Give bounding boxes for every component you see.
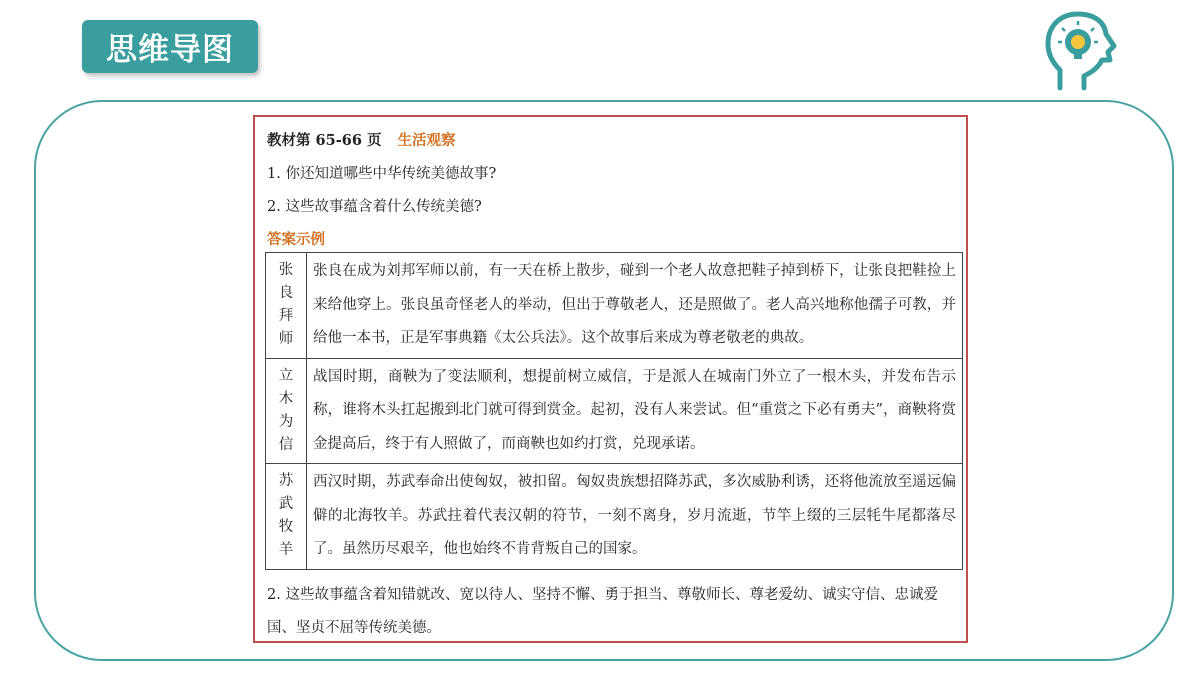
stories-table	[265, 252, 963, 570]
page-title: 思维导图	[106, 32, 234, 68]
heading-section: 生活观察	[397, 132, 456, 149]
story-text: 战国时期，商鞅为了变法顺利，想提前树立威信，于是派人在城南门外立了一根木头，并发布告示称，谁将木头扛起搬到北门就可得到赏金。起初，没有人来尝试。但“重赏之下必有勇夫”，商鞅将赏金提高后，终于有人照做了，而商鞅也如约打赏，兑现承诺。	[307, 358, 963, 464]
story-title: 苏 武 牧 羊	[266, 464, 307, 570]
table-row	[266, 464, 963, 570]
head-lightbulb-icon	[1040, 10, 1118, 92]
answer-label: 答案示例	[267, 231, 325, 248]
question-1: 1. 你还知道哪些中华传统美德故事?	[267, 166, 497, 182]
excerpt-heading	[267, 129, 455, 150]
story-title: 立 木 为 信	[266, 358, 307, 464]
textbook-excerpt	[253, 115, 968, 643]
table-row	[266, 358, 963, 464]
table-row	[266, 253, 963, 359]
heading-page: 教材第 65-66 页	[267, 132, 382, 149]
conclusion-text: 2. 这些故事蕴含着知错就改、宽以待人、坚持不懈、勇于担当、尊敬师长、尊老爱幼、诚实守信、忠诚爱国、坚贞不屈等传统美德。	[267, 587, 938, 636]
story-text: 张良在成为刘邦军师以前，有一天在桥上散步，碰到一个老人故意把鞋子掉到桥下，让张良把鞋捡上来给他穿上。张良虽奇怪老人的举动，但出于尊敬老人，还是照做了。老人高兴地称他孺子可教，并给他一本书，正是军事典籍《太公兵法》。这个故事后来成为尊老敬老的典故。	[307, 253, 963, 359]
story-text: 西汉时期，苏武奉命出使匈奴，被扣留。匈奴贵族想招降苏武，多次威胁利诱，还将他流放至遥远偏僻的北海牧羊。苏武拄着代表汉朝的符节，一刻不离身，岁月流逝，节竿上缀的三层牦牛尾都落尽了。虽然历尽艰辛，他也始终不肯背叛自己的国家。	[307, 464, 963, 570]
story-title: 张 良 拜 师	[266, 253, 307, 359]
page-title-badge	[82, 20, 258, 73]
question-2: 2. 这些故事蕴含着什么传统美德?	[267, 199, 482, 215]
